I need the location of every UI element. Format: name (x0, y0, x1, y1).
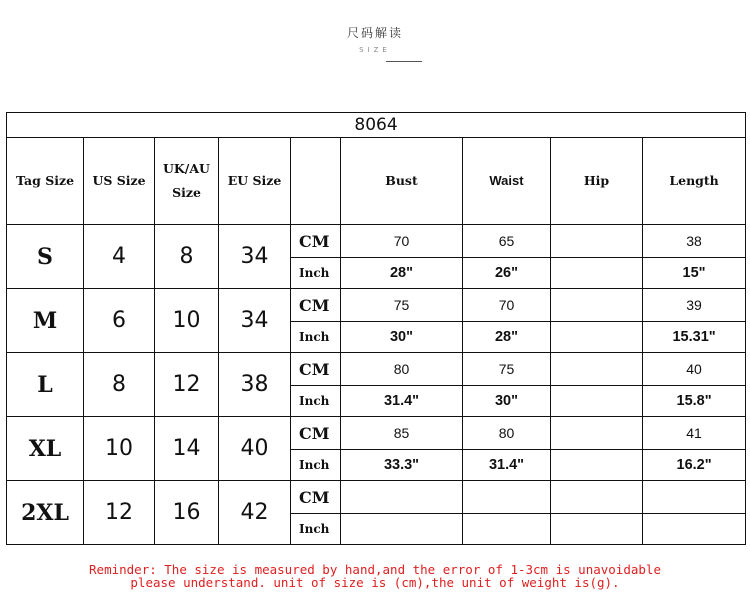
reminder-note (0, 563, 750, 589)
waist-cm-cell: 65 (463, 225, 551, 258)
uk-au-size-cell: 16 (155, 481, 219, 545)
unit-cm-cell: CM (291, 225, 341, 258)
hip-inch-cell (551, 514, 643, 545)
tag-size-cell: XL (7, 417, 84, 481)
header-us-size: US Size (84, 138, 155, 225)
bust-inch-cell: 33.3" (341, 450, 463, 481)
hip-cm-cell (551, 225, 643, 258)
unit-cm-cell: CM (291, 417, 341, 450)
bust-inch-cell: 30" (341, 322, 463, 353)
model-number: 8064 (7, 113, 746, 138)
eu-size-cell: 40 (219, 417, 291, 481)
model-row (7, 113, 746, 138)
size-row (7, 417, 746, 450)
header-uk-au-size: UK/AU Size (155, 138, 219, 225)
reminder-line-2: please understand. unit of size is (cm),the unit of weight is(g). (130, 575, 620, 590)
length-cm-cell: 41 (643, 417, 746, 450)
header-eu-size: EU Size (219, 138, 291, 225)
length-inch-cell (643, 514, 746, 545)
uk-au-size-cell: 14 (155, 417, 219, 481)
waist-inch-cell: 28" (463, 322, 551, 353)
bust-cm-cell: 75 (341, 289, 463, 322)
header-length: Length (643, 138, 746, 225)
hip-inch-cell (551, 322, 643, 353)
bust-cm-cell: 85 (341, 417, 463, 450)
bust-inch-cell: 31.4" (341, 386, 463, 417)
size-row (7, 481, 746, 514)
unit-inch-cell: Inch (291, 386, 341, 417)
waist-cm-cell (463, 481, 551, 514)
eu-size-cell: 42 (219, 481, 291, 545)
header-bust: Bust (341, 138, 463, 225)
eu-size-cell: 34 (219, 225, 291, 289)
unit-inch-cell: Inch (291, 322, 341, 353)
unit-cm-cell: CM (291, 353, 341, 386)
tag-size-cell: M (7, 289, 84, 353)
length-inch-cell: 16.2" (643, 450, 746, 481)
header-tag-size: Tag Size (7, 138, 84, 225)
hip-cm-cell (551, 353, 643, 386)
eu-size-cell: 34 (219, 289, 291, 353)
tag-size-cell: L (7, 353, 84, 417)
header-hip: Hip (551, 138, 643, 225)
bust-inch-cell: 28" (341, 258, 463, 289)
uk-au-size-cell: 12 (155, 353, 219, 417)
header-row (7, 138, 746, 225)
unit-cm-cell: CM (291, 289, 341, 322)
title-underline (386, 61, 422, 62)
length-inch-cell: 15" (643, 258, 746, 289)
section-subtitle: SIZE (359, 46, 391, 54)
waist-inch-cell (463, 514, 551, 545)
us-size-cell: 12 (84, 481, 155, 545)
uk-au-size-cell: 8 (155, 225, 219, 289)
waist-inch-cell: 30" (463, 386, 551, 417)
us-size-cell: 8 (84, 353, 155, 417)
bust-cm-cell (341, 481, 463, 514)
hip-inch-cell (551, 386, 643, 417)
length-cm-cell (643, 481, 746, 514)
unit-inch-cell: Inch (291, 450, 341, 481)
unit-cm-cell: CM (291, 481, 341, 514)
unit-inch-cell: Inch (291, 514, 341, 545)
bust-inch-cell (341, 514, 463, 545)
length-cm-cell: 38 (643, 225, 746, 258)
reminder-line-1: Reminder: The size is measured by hand,and the error of 1-3cm is unavoidable (89, 562, 661, 577)
header-waist: Waist (463, 138, 551, 225)
header-unit (291, 138, 341, 225)
hip-cm-cell (551, 481, 643, 514)
bust-cm-cell: 70 (341, 225, 463, 258)
size-row (7, 225, 746, 258)
bust-cm-cell: 80 (341, 353, 463, 386)
hip-inch-cell (551, 258, 643, 289)
size-row (7, 289, 746, 322)
length-cm-cell: 40 (643, 353, 746, 386)
waist-cm-cell: 75 (463, 353, 551, 386)
us-size-cell: 10 (84, 417, 155, 481)
hip-cm-cell (551, 289, 643, 322)
size-chart-table (6, 112, 746, 545)
eu-size-cell: 38 (219, 353, 291, 417)
size-row (7, 353, 746, 386)
us-size-cell: 4 (84, 225, 155, 289)
us-size-cell: 6 (84, 289, 155, 353)
waist-inch-cell: 31.4" (463, 450, 551, 481)
length-cm-cell: 39 (643, 289, 746, 322)
length-inch-cell: 15.8" (643, 386, 746, 417)
waist-inch-cell: 26" (463, 258, 551, 289)
waist-cm-cell: 70 (463, 289, 551, 322)
hip-inch-cell (551, 450, 643, 481)
unit-inch-cell: Inch (291, 258, 341, 289)
hip-cm-cell (551, 417, 643, 450)
tag-size-cell: 2XL (7, 481, 84, 545)
uk-au-size-cell: 10 (155, 289, 219, 353)
section-title: 尺码解读 (346, 26, 403, 40)
length-inch-cell: 15.31" (643, 322, 746, 353)
tag-size-cell: S (7, 225, 84, 289)
waist-cm-cell: 80 (463, 417, 551, 450)
